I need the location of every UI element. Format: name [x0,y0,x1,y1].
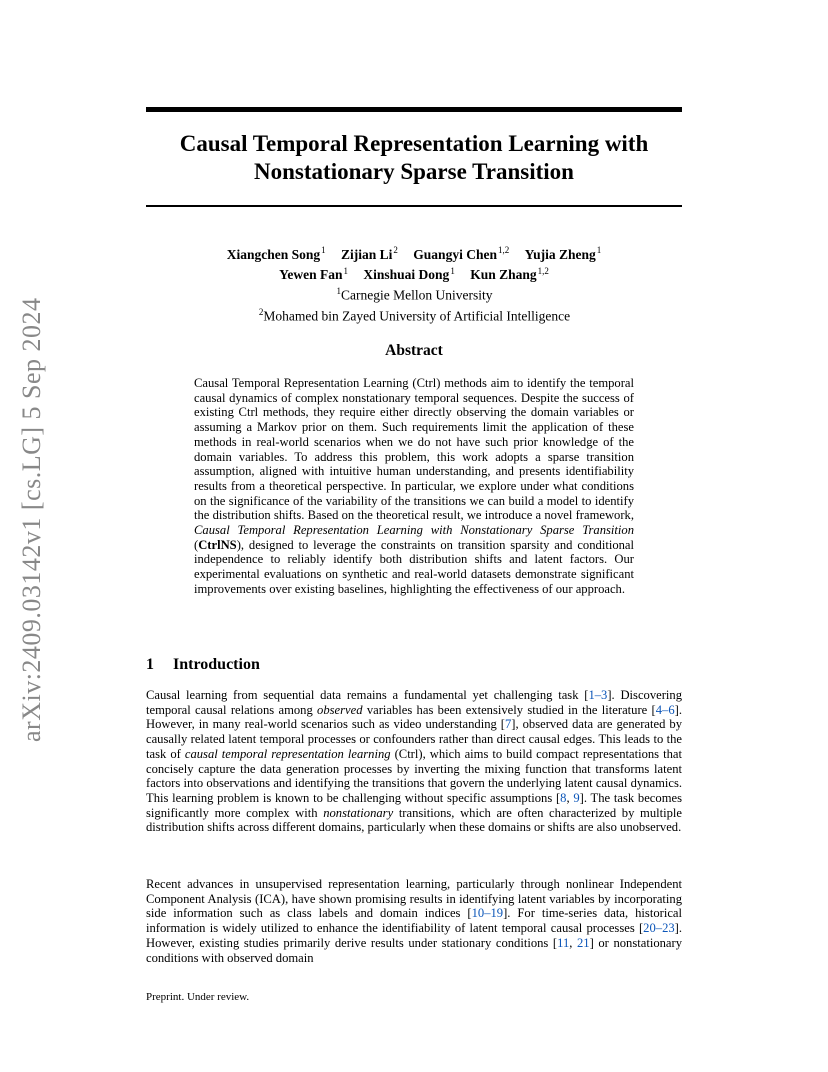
footnote: Preprint. Under review. [146,991,250,1003]
citation-link[interactable]: 21 [577,935,590,950]
citation-link[interactable]: 1–3 [588,688,608,702]
arxiv-stamp: arXiv:2409.03142v1 [cs.LG] 5 Sep 2024 [17,297,46,742]
intro-paragraph-2: Recent advances in unsupervised representation learning, particularly through nonlinear Independent Component Analysis (ICA), have shown promising results in identifying latent variables by incorporating side information such as class labels and domain indices [10–19]. For time-series data, historical information is widely utilized to enhance the identifiability of latent temporal causal processes [20–23]. However, existing studies primarily derive results under stationary conditions [11, 21] or nonstationary conditions with observed domain [146,877,682,965]
author: Zijian Li$^2$ [341,245,398,262]
citation-link[interactable]: 11 [557,935,570,950]
section-heading-introduction: 1 Introduction [146,656,260,673]
author-block [146,242,682,324]
author: Guangyi Chen$^{1,2}$ [413,245,510,262]
title-line-1: Causal Temporal Representation Learning with [179,131,649,156]
citation-link[interactable]: 10–19 [471,906,504,921]
author: Yewen Fan$^1$ [279,265,349,282]
author: Xinshuai Dong$^1$ [363,265,455,282]
paper-title [146,130,682,186]
author: Yujia Zheng$^1$ [524,245,602,262]
citation-link[interactable]: 4–6 [655,702,675,717]
author-line-2 [146,263,682,284]
affiliation: $^2$Mohamed bin Zayed University of Artificial Intelligence [258,306,571,323]
citation-link[interactable]: 9 [573,790,580,805]
title-top-rule [146,107,682,112]
title-line-2: Nonstationary Sparse Transition [254,159,574,184]
author: Xiangchen Song$^1$ [226,245,326,262]
intro-paragraph-1: Causal learning from sequential data remains a fundamental yet challenging task [1–3]. Discovering temporal causal relations among observed variables has been extensively studied in the literature [4–6]. However, in many real-world scenarios such as video understanding [7], observed data are generated by causally related latent temporal processes or confounders rather than direct causal edges. This leads to the task of causal temporal representation learning (Ctrl), which aims to build compact representations that concisely capture the data generation processes by inverting the mixing function that transforms latent factors into observations and identifying the transitions that govern the underlying latent causal dynamics. This learning problem is known to be challenging without specific assumptions [8, 9]. The task becomes significantly more complex with nonstationary transitions, which are often characterized by multiple distribution shifts across different domains, particularly when these domains or shifts are also unobserved. [146,688,683,835]
citation-link[interactable]: 20–23 [643,921,675,936]
author-line-1 [146,242,682,263]
affiliation: $^1$Carnegie Mellon University [336,286,493,303]
abstract-text: Causal Temporal Representation Learning (Ctrl) methods aim to identify the temporal causal dynamics of complex nonstationary temporal sequences. Despite the success of existing Ctrl methods, they require either directly observing the domain variables or assuming a Markov prior on them. Such requirements limit the application of these methods in real-world scenarios when we do not have such prior knowledge of the domain variables. To address this problem, this work adopts a sparse transition assumption, aligned with intuitive human understanding, and presents identifiability results from a theoretical perspective. In particular, we explore under what conditions on the significance of the variability of the transitions we can build a model to identify the distribution shifts. Based on the theoretical result, we introduce a novel framework, Causal Temporal Representation Learning with Nonstationary Sparse Transition (CtrlNS), designed to leverage the constraints on transition sparsity and conditional independence to reliably identify both distribution shifts and latent factors. Our experimental evaluations on synthetic and real-world datasets demonstrate significant improvements over existing baselines, highlighting the effectiveness of our approach. [194,376,634,596]
abstract-heading: Abstract [385,342,443,359]
title-bottom-rule [146,205,682,207]
author: Kun Zhang$^{1,2}$ [470,265,549,282]
citation-link[interactable]: 8 [560,790,567,805]
citation-link[interactable]: 7 [505,717,512,732]
